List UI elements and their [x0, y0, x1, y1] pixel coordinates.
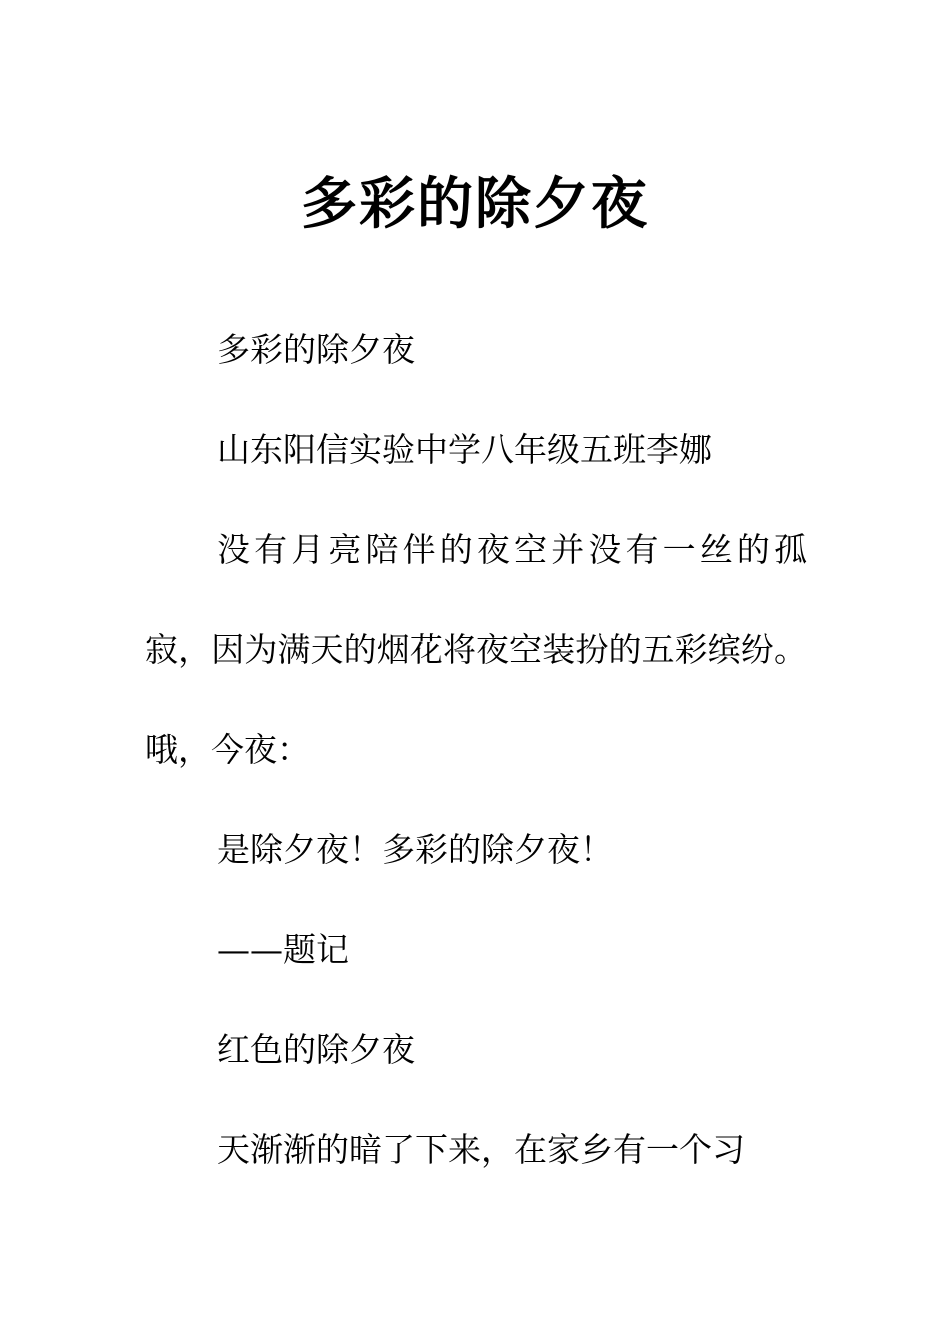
- section-heading-red: 红色的除夕夜: [217, 1030, 415, 1069]
- paragraph-epigraph: ——题记: [217, 930, 349, 969]
- paragraph-exclamation: 是除夕夜！多彩的除夕夜！: [217, 830, 613, 869]
- document-body: [145, 300, 807, 1200]
- document-title: 多彩的除夕夜: [301, 170, 649, 237]
- paragraph-subtitle: 多彩的除夕夜: [217, 330, 415, 369]
- paragraph-intro: 没有月亮陪伴的夜空并没有一丝的孤寂，因为满天的烟花将夜空装扮的五彩缤纷。哦，今夜：: [145, 530, 807, 769]
- paragraph-author: 山东阳信实验中学八年级五班李娜: [217, 430, 712, 469]
- paragraph-body: 天渐渐的暗了下来，在家乡有一个习: [217, 1130, 745, 1169]
